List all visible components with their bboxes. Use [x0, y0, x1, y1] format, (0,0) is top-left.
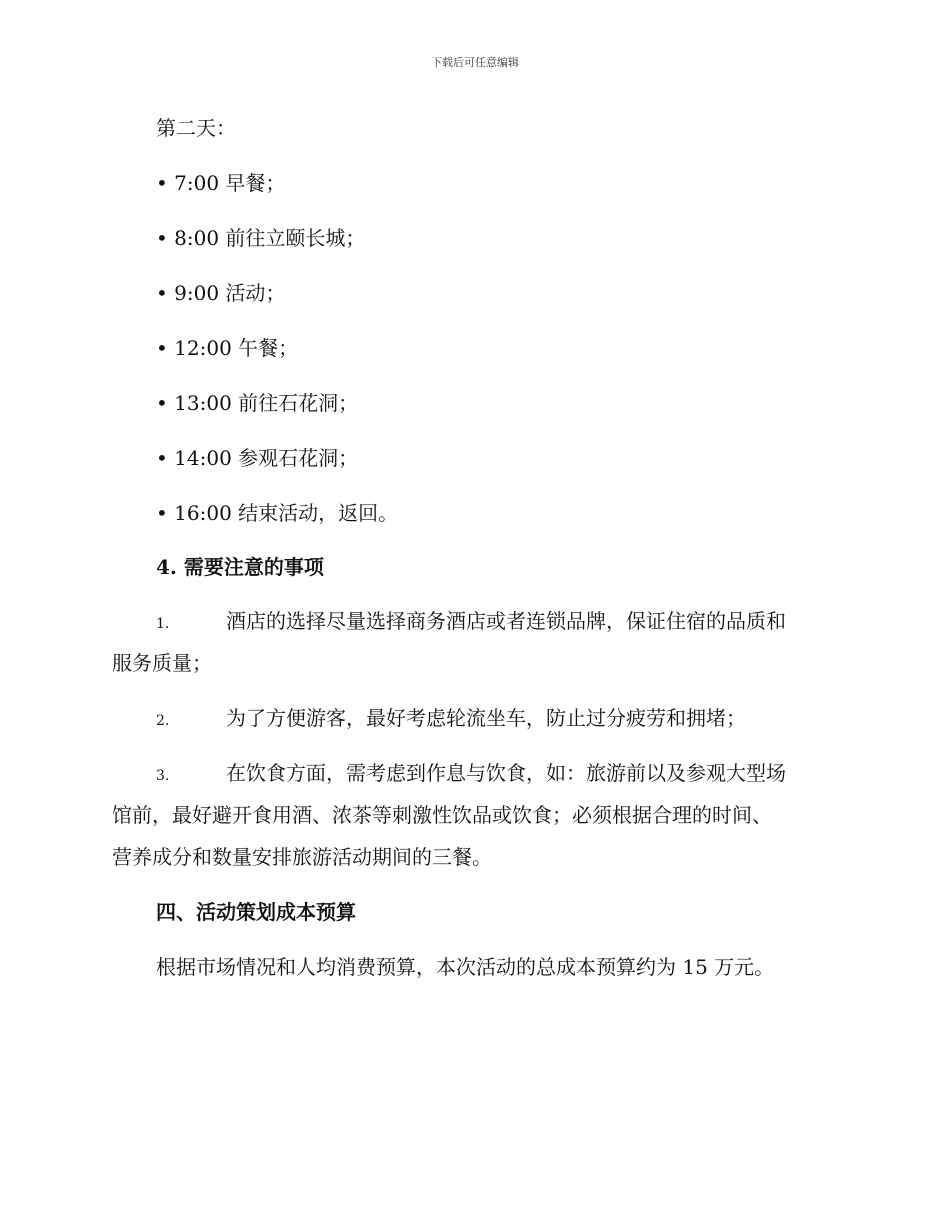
note-item [156, 607, 786, 638]
note-number: 2. [156, 713, 170, 729]
note-text-continuation: 馆前，最好避开食用酒、浓茶等刺激性饮品或饮食；必须根据合理的时间、 [112, 803, 772, 827]
schedule-item: • 9:00 活动； [156, 281, 286, 305]
schedule-item: • 7:00 早餐； [156, 171, 286, 195]
page-header: 下载后可任意编辑 [431, 56, 519, 69]
schedule-item: • 13:00 前往石花洞； [156, 391, 359, 415]
schedule-item: • 16:00 结束活动，返回。 [156, 501, 399, 525]
note-text: 在饮食方面，需考虑到作息与饮食，如：旅游前以及参观大型场 [226, 761, 786, 785]
note-number: 1. [156, 616, 170, 632]
section-heading: 四、活动策划成本预算 [156, 900, 356, 924]
schedule-item: • 12:00 午餐； [156, 336, 299, 360]
day-title: 第二天： [156, 116, 236, 140]
note-text-continuation: 营养成分和数量安排旅游活动期间的三餐。 [112, 845, 492, 869]
note-text-continuation: 服务质量； [112, 651, 212, 675]
note-text: 为了方便游客，最好考虑轮流坐车，防止过分疲劳和拥堵； [226, 706, 746, 730]
note-item [156, 704, 746, 735]
notes-heading: 4. 需要注意的事项 [156, 555, 324, 579]
budget-paragraph: 根据市场情况和人均消费预算，本次活动的总成本预算约为 15 万元。 [156, 955, 775, 979]
note-number: 3. [156, 768, 170, 784]
schedule-item: • 14:00 参观石花洞； [156, 446, 359, 470]
note-text: 酒店的选择尽量选择商务酒店或者连锁品牌，保证住宿的品质和 [226, 609, 786, 633]
schedule-item: • 8:00 前往立颐长城； [156, 226, 366, 250]
note-item [156, 759, 786, 790]
